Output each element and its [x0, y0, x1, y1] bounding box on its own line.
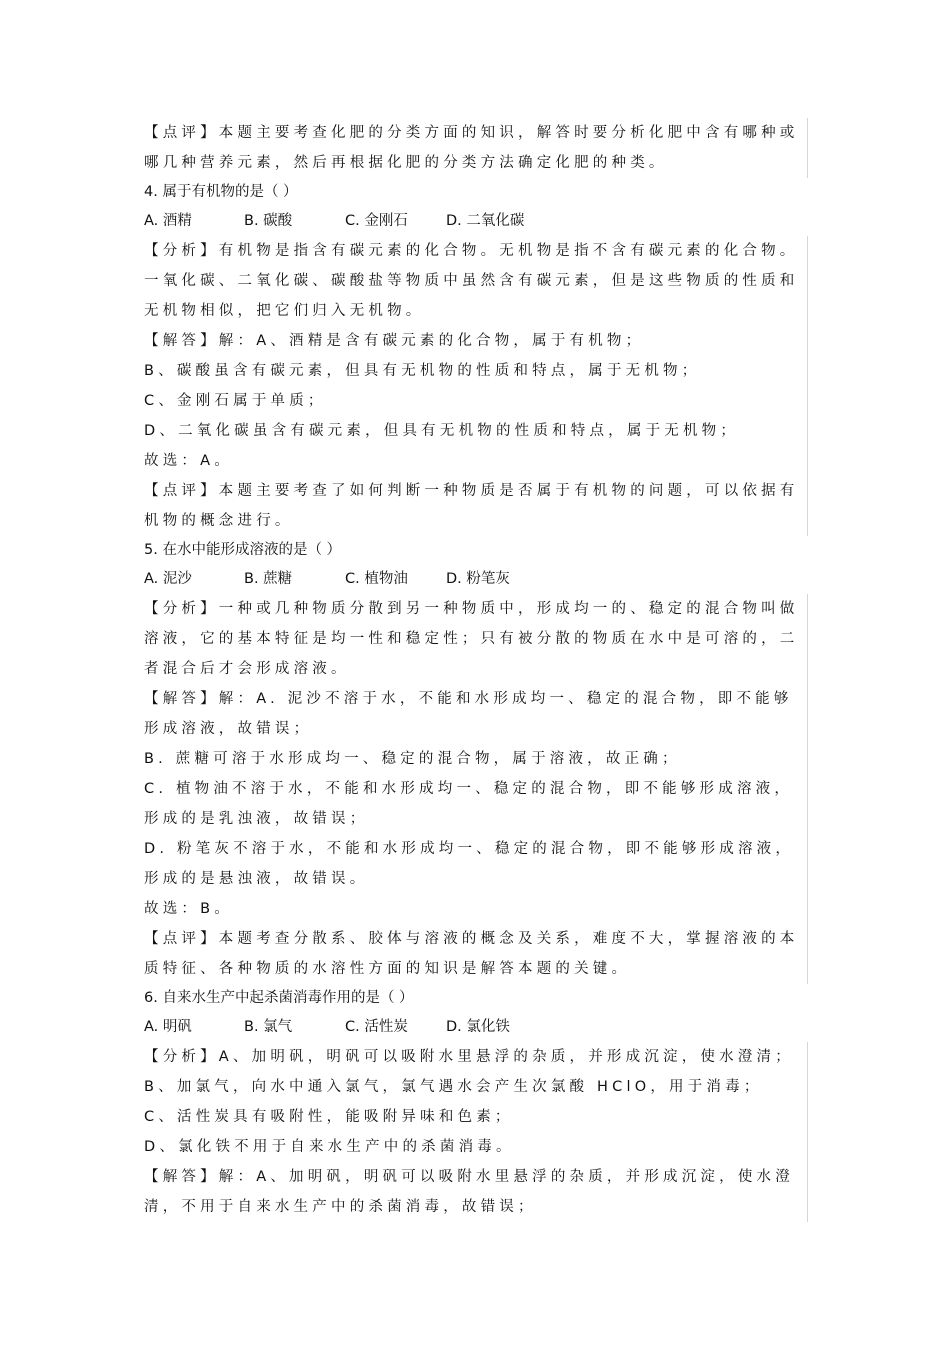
text-line: B、加氯气，向水中通入氯气，氯气遇水会产生次氯酸 HClO，用于消毒； [144, 1079, 763, 1095]
text-line: 形成溶液，故错误； [144, 721, 313, 737]
text-line: B、碳酸虽含有碳元素，但具有无机物的性质和特点，属于无机物； [144, 363, 701, 379]
text-line: C. 植物油不溶于水，不能和水形成均一、稳定的混合物，即不能够形成溶液， [144, 781, 794, 797]
text-line: 形成的是悬浊液，故错误。 [144, 871, 369, 887]
text-line: 质特征、各种物质的水溶性方面的知识是解答本题的关键。 [144, 961, 631, 977]
text-line: B. 蔗糖可溶于水形成均一、稳定的混合物，属于溶液，故正确； [144, 751, 681, 767]
text-line: C、活性炭具有吸附性，能吸附异味和色素； [144, 1109, 514, 1125]
option-a: A. 泥沙 [144, 571, 192, 587]
text-line: 者混合后才会形成溶液。 [144, 661, 350, 677]
question-5-options [144, 565, 808, 594]
answer-block-5 [144, 594, 808, 984]
text-line: 【分析】有机物是指含有碳元素的化合物。无机物是指不含有碳元素的化合物。 [144, 243, 799, 259]
text-line: 【点评】本题主要考查了如何判断一种物质是否属于有机物的问题，可以依据有 [144, 483, 799, 499]
text-line: 故选：A。 [144, 453, 233, 469]
option-b: B. 碳酸 [244, 213, 293, 229]
text-line: 一氧化碳、二氧化碳、碳酸盐等物质中虽然含有碳元素，但是这些物质的性质和 [144, 273, 799, 289]
option-a: A. 酒精 [144, 213, 192, 229]
text-line: 机物的概念进行。 [144, 513, 294, 529]
option-d: D. 粉笔灰 [446, 571, 510, 587]
text-line: D. 粉笔灰不溶于水，不能和水形成均一、稳定的混合物，即不能够形成溶液， [144, 841, 795, 857]
option-d: D. 二氧化碳 [446, 213, 525, 229]
text-line: 【分析】A、加明矾，明矾可以吸附水里悬浮的杂质，并形成沉淀，使水澄清； [144, 1049, 794, 1065]
answer-block-6 [144, 1042, 808, 1222]
option-c: C. 金刚石 [345, 213, 408, 229]
document-page [144, 118, 808, 1222]
text-line: 无机物相似，把它们归入无机物。 [144, 303, 425, 319]
option-b: B. 氯气 [244, 1019, 293, 1035]
text-line: 故选：B。 [144, 901, 233, 917]
text-line: 【解答】解：A、酒精是含有碳元素的化合物，属于有机物； [144, 333, 645, 349]
text-line: 形成的是乳浊液，故错误； [144, 811, 369, 827]
text-line: 清，不用于自来水生产中的杀菌消毒，故错误； [144, 1199, 537, 1215]
text-line: D、氯化铁不用于自来水生产中的杀菌消毒。 [144, 1139, 515, 1155]
option-c: C. 植物油 [345, 571, 408, 587]
text-line: D、二氧化碳虽含有碳元素，但具有无机物的性质和特点，属于无机物； [144, 423, 740, 439]
question-4: 4. 属于有机物的是（ ） [144, 184, 298, 200]
option-c: C. 活性炭 [345, 1019, 408, 1035]
answer-block-4 [144, 236, 808, 536]
question-4-options [144, 207, 808, 236]
text-line: 【点评】本题考查分散系、胶体与溶液的概念及关系，难度不大，掌握溶液的本 [144, 931, 799, 947]
option-a: A. 明矾 [144, 1019, 192, 1035]
question-6: 6. 自来水生产中起杀菌消毒作用的是（ ） [144, 990, 414, 1006]
question-6-options [144, 1013, 808, 1042]
text-line: 【点评】本题主要考查化肥的分类方面的知识，解答时要分析化肥中含有哪种或 [144, 125, 799, 141]
text-line: 哪几种营养元素，然后再根据化肥的分类方法确定化肥的种类。 [144, 155, 668, 171]
text-line: 【分析】一种或几种物质分散到另一种物质中，形成均一的、稳定的混合物叫做 [144, 601, 799, 617]
text-line: 【解答】解：A、加明矾，明矾可以吸附水里悬浮的杂质，并形成沉淀，使水澄 [144, 1169, 794, 1185]
option-b: B. 蔗糖 [244, 571, 293, 587]
text-line: 溶液，它的基本特征是均一性和稳定性；只有被分散的物质在水中是可溶的，二 [144, 631, 799, 647]
comment-block [144, 118, 808, 178]
text-line: 【解答】解：A. 泥沙不溶于水，不能和水形成均一、稳定的混合物，即不能够 [144, 691, 793, 707]
text-line: C、金刚石属于单质； [144, 393, 327, 409]
question-5: 5. 在水中能形成溶液的是（ ） [144, 542, 342, 558]
option-d: D. 氯化铁 [446, 1019, 510, 1035]
